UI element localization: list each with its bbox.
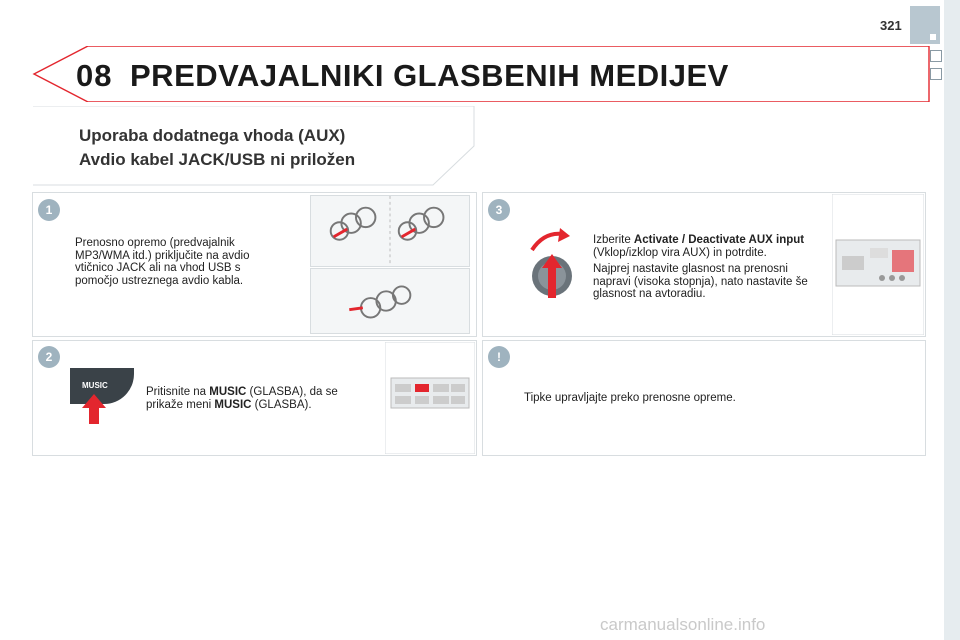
watermark: carmanualsonline.info [600,615,766,634]
intro-frame [33,106,475,186]
page-number: 321 [880,18,902,33]
step-3-text-2: Najprej nastavite glasnost na prenosni napravi (visoka stopnja), nato nastavite še glasnost na avtoradiu. [593,263,808,301]
step-1-text: Prenosno opremo (predvajalnik MP3/WMA itd.) priključite na avdio vtičnico JACK ali na vhod USB s pomočjo ustreznega avdio kabla. [75,237,250,287]
step-3-badge: 3 [488,199,510,221]
corner-tab-mark [930,34,936,40]
step-1-badge: 1 [38,199,60,221]
intro-subtitle: Avdio kabel JACK/USB ni priložen [79,150,356,169]
jack-plug-illustration-bottom [310,268,470,334]
music-key-label: MUSIC [82,381,108,390]
step-2-text: Pritisnite na MUSIC (GLASBA), da se prikaže meni MUSIC (GLASBA). [146,386,338,411]
step-3-text-1: Izberite Activate / Deactivate AUX input (Vklop/izklop vira AUX) in potrdite. [593,234,805,259]
step-2-badge: 2 [38,346,60,368]
radio-panel-illustration-2 [385,342,475,454]
intro-title: Uporaba dodatnega vhoda (AUX) [79,126,346,145]
note-text: Tipke upravljajte preko prenosne opreme. [524,392,736,404]
radio-panel-illustration-3 [832,194,924,335]
jack-plug-illustration-top [310,195,470,267]
chapter-number: 08 [76,58,113,93]
chapter-title: PREDVAJALNIKI GLASBENIH MEDIJEV [130,58,729,93]
arrow-up-icon [80,392,108,426]
warning-badge: ! [488,346,510,368]
corner-tab [910,6,940,44]
side-stripe [944,0,960,640]
rotary-knob-icon [524,226,586,302]
